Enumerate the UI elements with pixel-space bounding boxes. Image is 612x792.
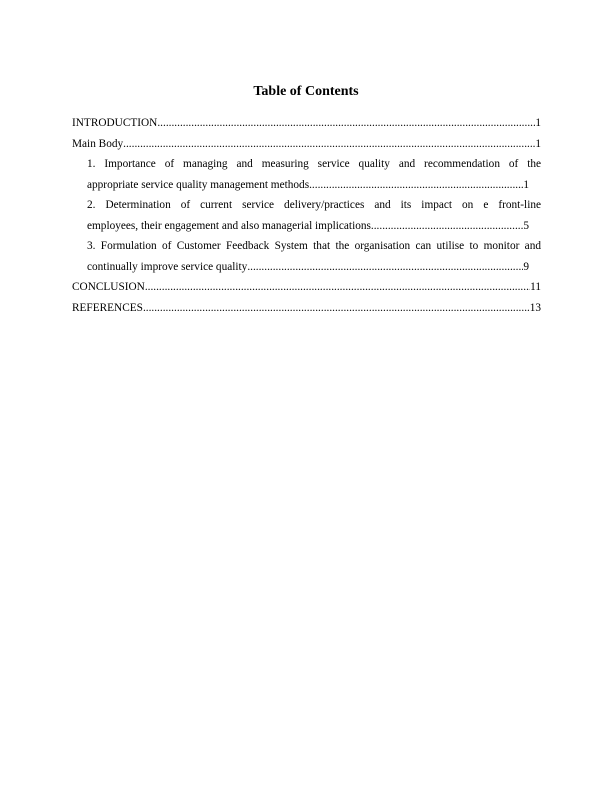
toc-page-number: 5 [523, 219, 529, 232]
toc-entry-label-line1: 1. Importance of managing and measuring service quality and recommendation of the [87, 158, 541, 170]
toc-leader-dots [309, 175, 523, 196]
toc-entry-label: INTRODUCTION [72, 117, 158, 129]
toc-entry-label-line2: continually improve service quality [87, 260, 248, 273]
toc-title: Table of Contents [253, 84, 359, 99]
toc-leader-dots [143, 298, 530, 319]
toc-leader-dots [247, 257, 523, 278]
toc-page-number: 9 [523, 260, 529, 273]
toc-entry-label-line2: appropriate service quality management methods [87, 178, 310, 191]
toc-entry-main-body[interactable] [72, 134, 541, 155]
toc-entry-conclusion[interactable] [72, 277, 541, 298]
toc-entry-references[interactable] [72, 298, 541, 319]
toc-entry-introduction[interactable] [72, 113, 541, 134]
toc-page-number: 11 [530, 281, 541, 293]
toc-entry-label-line1: 3. Formulation of Customer Feedback System that the organisation can utilise to monitor and [87, 240, 541, 252]
toc-page-number: 13 [529, 301, 541, 314]
toc-entry-label: CONCLUSION [72, 281, 145, 293]
toc-entry-label: Main Body [72, 137, 124, 150]
table-of-contents [72, 113, 541, 318]
toc-leader-dots [145, 277, 530, 298]
toc-leader-dots [123, 134, 535, 155]
toc-entry-label-line1: 2. Determination of current service delivery/practices and its impact on e front-line [87, 199, 541, 211]
toc-entry-section-1[interactable] [72, 154, 541, 195]
toc-page-number: 1 [523, 178, 529, 191]
toc-leader-dots [371, 216, 523, 237]
toc-entry-label: REFERENCES [72, 301, 143, 314]
toc-entry-label-line2: employees, their engagement and also managerial implications [87, 219, 371, 232]
toc-page-number: 1 [535, 137, 541, 150]
toc-page-number: 1 [535, 117, 541, 129]
toc-leader-dots [157, 113, 535, 134]
toc-entry-section-2[interactable] [72, 195, 541, 236]
toc-entry-section-3[interactable] [72, 236, 541, 277]
